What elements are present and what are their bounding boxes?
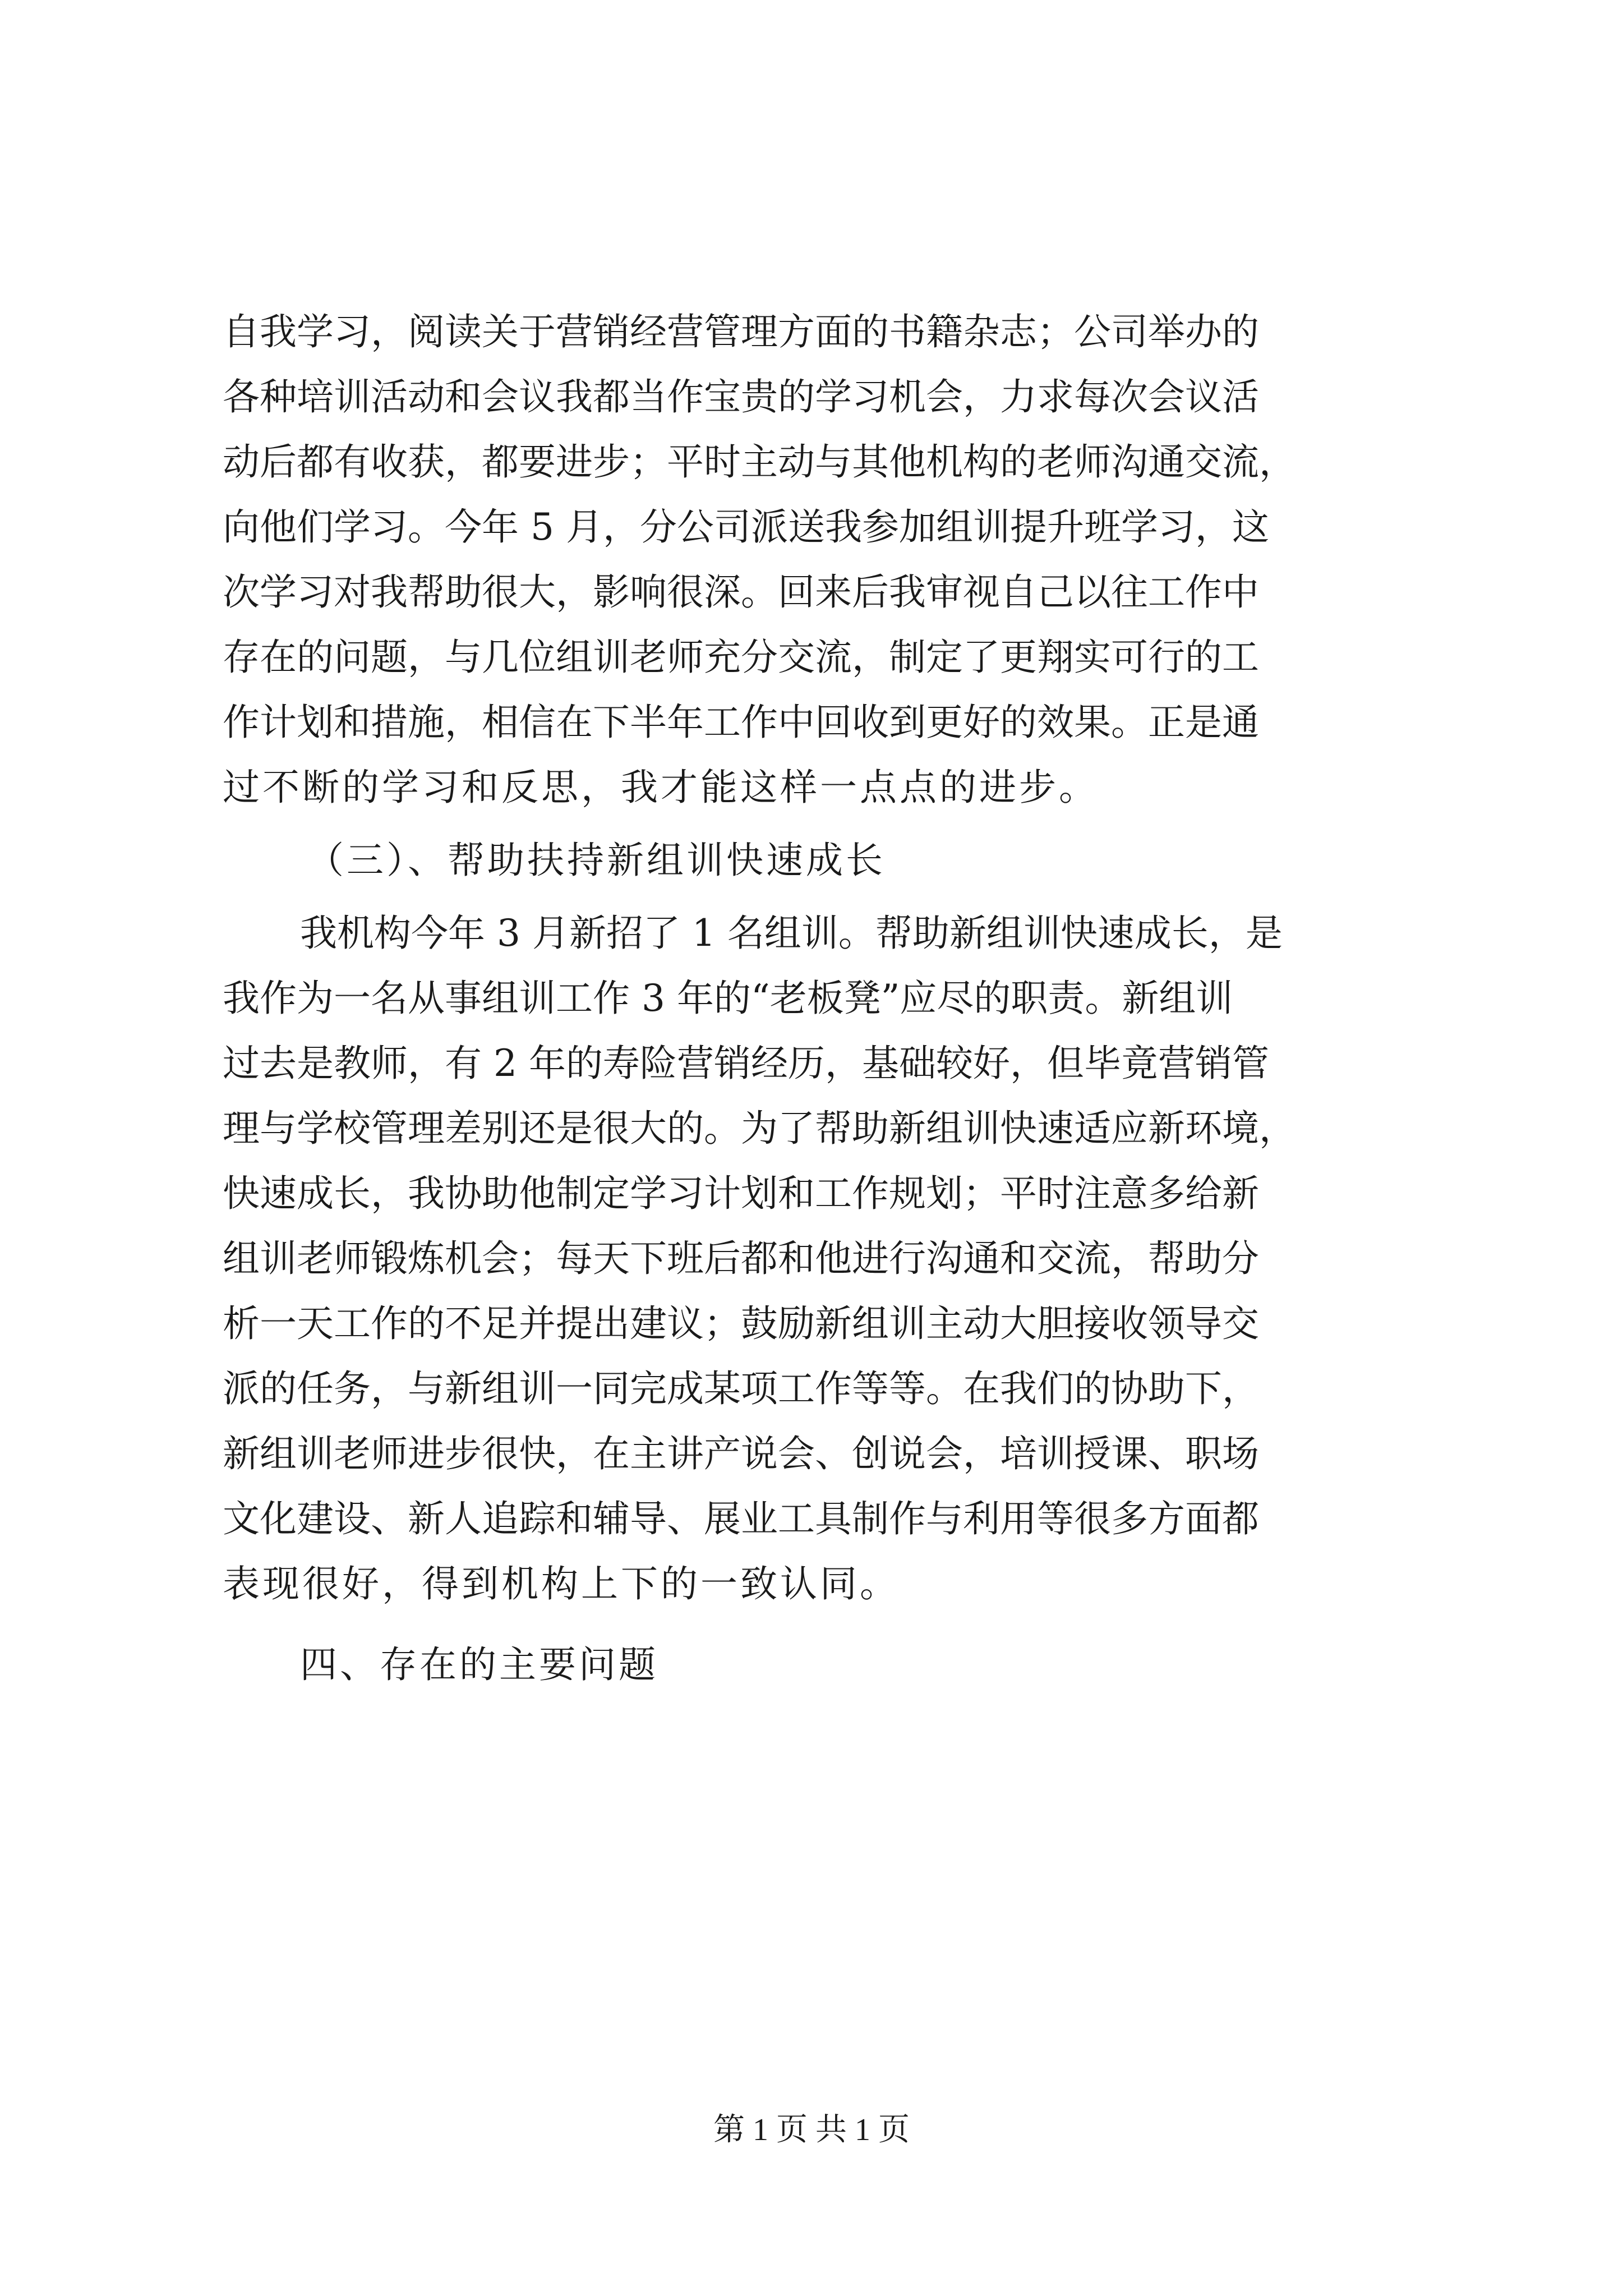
text-line: 我机构今年 3 月新招了 1 名组训。帮助新组训快速成长，是 (300, 912, 1283, 955)
paragraph-new-trainer (223, 901, 1428, 1617)
text-line: 存在的问题，与几位组训老师充分交流，制定了更翔实可行的工 (223, 636, 1259, 679)
text-line: 过不断的学习和反思，我才能这样一点点的进步。 (223, 766, 1099, 809)
text-line: 组训老师锻炼机会；每天下班后都和他进行沟通和交流，帮助分 (223, 1237, 1259, 1280)
text-line: 析一天工作的不足并提出建议；鼓励新组训主动大胆接收领导交 (223, 1302, 1259, 1345)
page-footer: 第 1 页 共 1 页 (713, 2113, 910, 2147)
text-line: 向他们学习。今年 5 月，分公司派送我参加组训提升班学习，这 (223, 505, 1269, 549)
text-line: 过去是教师，有 2 年的寿险营销经历，基础较好，但毕竟营销管 (223, 1042, 1269, 1085)
text-line: 动后都有收获，都要进步；平时主动与其他机构的老师沟通交流， (223, 440, 1296, 484)
paragraph-continuation (223, 300, 1428, 820)
text-line: 文化建设、新人追踪和辅导、展业工具制作与利用等很多方面都 (223, 1497, 1259, 1540)
text-line: 自我学习，阅读关于营销经营管理方面的书籍杂志；公司举办的 (223, 310, 1259, 353)
text-line: 快速成长，我协助他制定学习计划和工作规划；平时注意多给新 (223, 1172, 1259, 1215)
text-line: 各种培训活动和会议我都当作宝贵的学习机会，力求每次会议活 (223, 375, 1259, 418)
text-line: 作计划和措施，相信在下半年工作中回收到更好的效果。正是通 (223, 701, 1259, 744)
text-line: 新组训老师进步很快，在主讲产说会、创说会，培训授课、职场 (223, 1432, 1259, 1475)
section-heading-3: （三）、帮助扶持新组训快速成长 (307, 839, 886, 882)
text-line: 表现很好，得到机构上下的一致认同。 (223, 1562, 900, 1605)
text-line: 派的任务，与新组训一同完成某项工作等等。在我们的协助下， (223, 1367, 1259, 1410)
document-body (223, 300, 1428, 1697)
section-heading-4: 四、存在的主要问题 (300, 1643, 658, 1686)
text-line: 我作为一名从事组训工作 3 年的“老板凳”应尽的职责。新组训 (223, 977, 1233, 1020)
text-line: 理与学校管理差别还是很大的。为了帮助新组训快速适应新环境， (223, 1107, 1296, 1150)
text-line: 次学习对我帮助很大，影响很深。回来后我审视自己以往工作中 (223, 570, 1259, 614)
